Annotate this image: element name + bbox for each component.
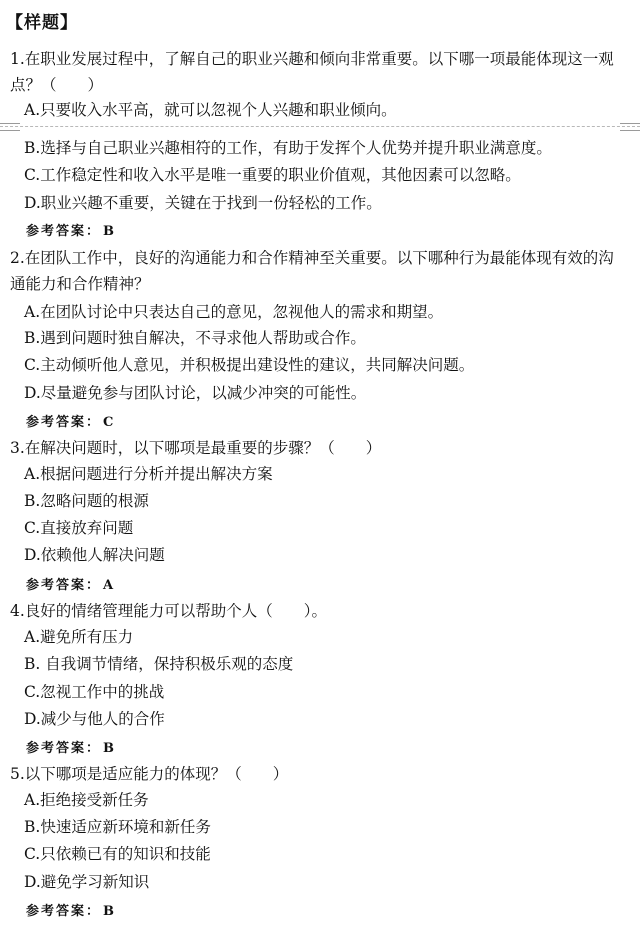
- page-break-mark-left: [0, 123, 20, 131]
- answer-value: C: [103, 415, 114, 430]
- question-3-option-b: B.忽略问题的根源: [24, 492, 149, 510]
- answer-label: 参考答案：: [26, 741, 102, 756]
- question-3-answer: [26, 574, 113, 593]
- question-4-option-a: A.避免所有压力: [24, 628, 134, 646]
- answer-label: 参考答案：: [26, 224, 102, 239]
- question-5-option-c: C.只依赖已有的知识和技能: [24, 845, 211, 863]
- question-4-option-c: C.忽视工作中的挑战: [24, 683, 165, 701]
- question-4-stem: 4.良好的情绪管理能力可以帮助个人（ ）。: [10, 602, 328, 620]
- page-break-divider: [0, 123, 640, 131]
- question-3-stem: 3.在解决问题时，以下哪项是最重要的步骤？（ ）: [10, 439, 382, 457]
- answer-label: 参考答案：: [26, 415, 102, 430]
- question-5-stem: 5.以下哪项是适应能力的体现？（ ）: [10, 765, 289, 783]
- question-1-option-b: B.选择与自己职业兴趣相符的工作，有助于发挥个人优势并提升职业满意度。: [24, 139, 552, 157]
- question-4-option-b: B. 自我调节情绪，保持积极乐观的态度: [24, 655, 294, 673]
- question-1-option-c: C.工作稳定性和收入水平是唯一重要的职业价值观，其他因素可以忽略。: [24, 166, 521, 184]
- question-2-stem: 2.在团队工作中，良好的沟通能力和合作精神至关重要。以下哪种行为最能体现有效的沟通能力和合作精神？: [10, 249, 614, 293]
- question-5-option-b: B.快速适应新环境和新任务: [24, 818, 211, 836]
- question-2-option-d: D.尽量避免参与团队讨论，以减少冲突的可能性。: [24, 384, 367, 402]
- question-3-option-d: D.依赖他人解决问题: [24, 546, 165, 564]
- question-2-option-a: A.在团队讨论中只表达自己的意见，忽视他人的需求和期望。: [24, 303, 444, 321]
- question-1-option-a: A.只要收入水平高，就可以忽视个人兴趣和职业倾向。: [24, 101, 397, 119]
- answer-value: A: [103, 578, 114, 593]
- page-break-line: [0, 126, 640, 127]
- section-title: 【样题】: [6, 13, 78, 33]
- answer-label: 参考答案：: [26, 904, 102, 919]
- answer-value: B: [103, 741, 115, 756]
- answer-label: 参考答案：: [26, 578, 102, 593]
- question-2-answer: [26, 411, 113, 430]
- question-4-option-d: D.减少与他人的合作: [24, 710, 165, 728]
- question-3-option-a: A.根据问题进行分析并提出解决方案: [24, 465, 273, 483]
- question-3-option-c: C.直接放弃问题: [24, 519, 134, 537]
- page-break-mark-right: [620, 123, 640, 131]
- question-2-option-b: B.遇到问题时独自解决，不寻求他人帮助或合作。: [24, 329, 366, 347]
- question-5-answer: [26, 900, 114, 919]
- question-5-option-a: A.拒绝接受新任务: [24, 791, 149, 809]
- question-1-option-d: D.职业兴趣不重要，关键在于找到一份轻松的工作。: [24, 194, 382, 212]
- question-1-answer: [26, 220, 114, 239]
- answer-value: B: [103, 224, 115, 239]
- question-4-answer: [26, 737, 114, 756]
- answer-value: B: [103, 904, 115, 919]
- question-1-stem: 1.在职业发展过程中，了解自己的职业兴趣和倾向非常重要。以下哪一项最能体现这一观点？（ ）: [10, 50, 614, 94]
- question-2-option-c: C.主动倾听他人意见，并积极提出建设性的建议，共同解决问题。: [24, 356, 475, 374]
- question-5-option-d: D.避免学习新知识: [24, 873, 150, 891]
